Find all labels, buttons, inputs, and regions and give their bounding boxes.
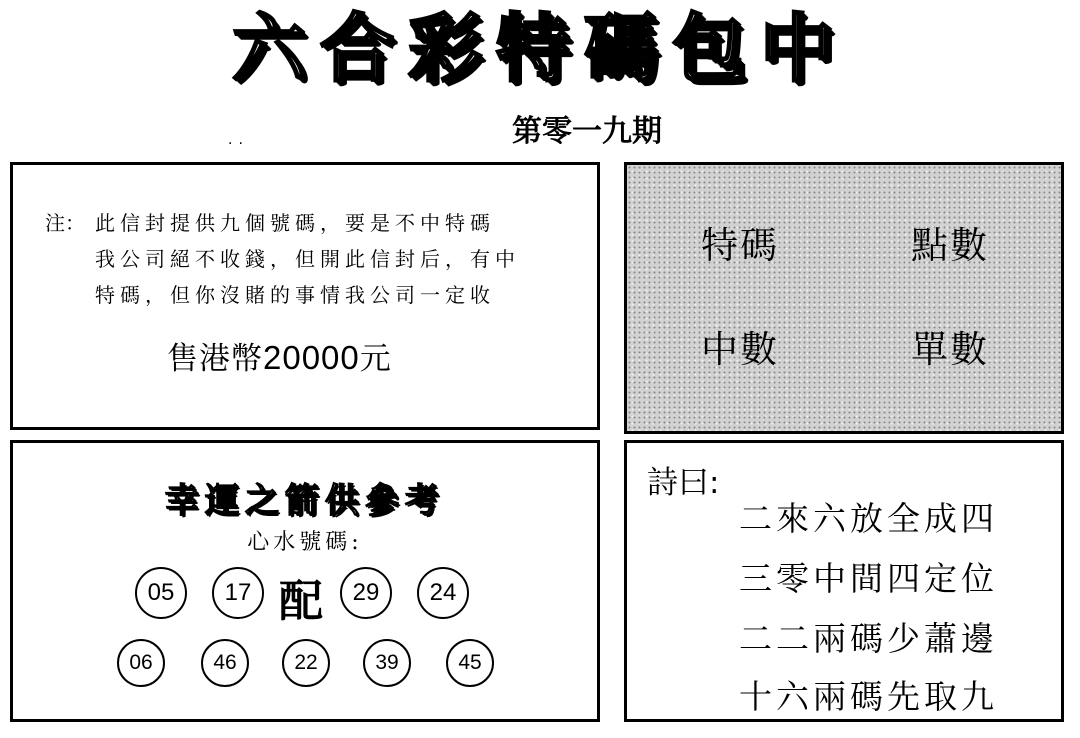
lucky-number: 24 <box>417 567 469 619</box>
lucky-title: 幸運之箭供參考 <box>165 481 445 521</box>
lucky-number: 17 <box>212 567 264 619</box>
lucky-number: 29 <box>340 567 392 619</box>
lucky-numbers-label: 心水號碼: <box>247 530 363 555</box>
price-suffix: 元 <box>359 341 392 377</box>
issue-number: 第零一九期 <box>512 114 662 149</box>
bet-dian-shu: 點數 <box>911 224 989 267</box>
bet-dan-shu: 單數 <box>911 328 989 371</box>
poem-label: 詩曰: <box>647 465 720 501</box>
lucky-number: 06 <box>117 639 165 687</box>
lucky-number: 05 <box>135 567 187 619</box>
lucky-number: 45 <box>446 639 494 687</box>
poem-line-4: 十六兩碼先取九 <box>739 677 998 716</box>
page-title: 六合彩特碼包中 <box>232 6 848 92</box>
lucky-number: 46 <box>201 639 249 687</box>
poem-line-2: 三零中間四定位 <box>739 559 998 598</box>
note-line-3: 特碼，但你沒賭的事情我公司一定收 <box>95 283 495 307</box>
pei-character: 配 <box>279 576 323 627</box>
note-box <box>10 162 600 430</box>
note-line-2: 我公司絕不收錢，但開此信封后，有中 <box>95 247 520 271</box>
lucky-number: 22 <box>282 639 330 687</box>
poem-line-1: 二來六放全成四 <box>739 499 998 538</box>
note-line-1: 此信封提供九個號碼，要是不中特碼 <box>95 211 495 235</box>
price-prefix: 售港幣 <box>167 341 263 377</box>
poem-box <box>624 440 1064 722</box>
bet-te-ma: 特碼 <box>701 224 779 267</box>
scan-dots: .. <box>228 132 249 148</box>
price-amount: 20000 <box>263 339 360 376</box>
note-label: 注： <box>45 211 85 235</box>
bet-type-box <box>624 162 1064 434</box>
poem-line-3: 二二兩碼少蕭邊 <box>739 619 998 658</box>
lucky-numbers-box <box>10 440 600 722</box>
bet-zhong-shu: 中數 <box>701 328 779 371</box>
price <box>167 333 392 378</box>
lucky-number: 39 <box>363 639 411 687</box>
